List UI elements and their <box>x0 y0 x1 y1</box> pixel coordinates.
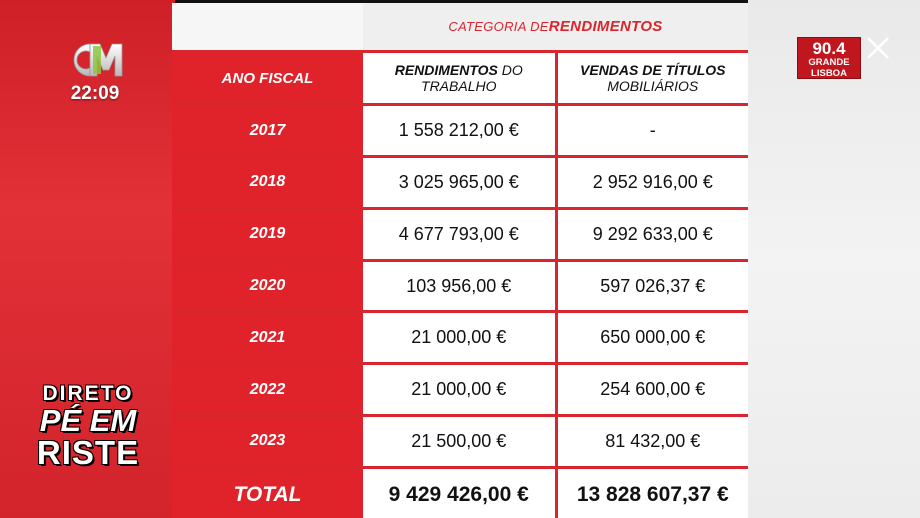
header-securities-bold: VENDAS DE TÍTULOS <box>580 62 726 79</box>
category-header <box>172 3 748 53</box>
clock: 22:09 <box>70 83 120 104</box>
category-title <box>363 3 748 50</box>
table-row <box>172 208 748 260</box>
show-live-label: DIRETO <box>42 382 134 405</box>
income-table <box>172 3 748 518</box>
close-icon <box>865 35 891 61</box>
row-year: 2017 <box>172 105 363 157</box>
total-securities-value: 13 828 607,37 € <box>556 467 748 518</box>
header-year: ANO FISCAL <box>172 53 363 105</box>
row-work-value: 1 558 212,00 € <box>363 105 556 157</box>
header-securities-light: MOBILIÁRIOS <box>607 78 699 95</box>
channel-logo <box>60 38 126 82</box>
table-row <box>172 416 748 468</box>
header-securities <box>556 53 748 105</box>
row-year: 2021 <box>172 312 363 364</box>
header-blank-cell <box>172 3 363 50</box>
row-year: 2020 <box>172 260 363 312</box>
total-row <box>172 467 748 518</box>
row-year: 2022 <box>172 364 363 416</box>
header-work-bold: RENDIMENTOS <box>394 62 498 79</box>
radio-frequency: 90.4 <box>812 39 846 58</box>
table-row <box>172 105 748 157</box>
show-title-line1: PÉ EM <box>39 403 137 438</box>
row-work-value: 21 000,00 € <box>363 312 556 364</box>
row-work-value: 103 956,00 € <box>363 260 556 312</box>
table-row <box>172 364 748 416</box>
radio-city-line2: LISBOA <box>811 67 847 79</box>
row-year: 2018 <box>172 157 363 209</box>
cm-logo-icon <box>60 38 126 82</box>
total-work-value: 9 429 426,00 € <box>363 467 556 518</box>
table-row <box>172 312 748 364</box>
row-securities-value: 254 600,00 € <box>556 364 748 416</box>
radio-city-line1: GRANDE <box>808 57 850 68</box>
close-button[interactable] <box>864 34 892 62</box>
income-data-table <box>172 53 748 518</box>
row-securities-value: 2 952 916,00 € <box>556 157 748 209</box>
table-row <box>172 260 748 312</box>
row-securities-value: - <box>556 105 748 157</box>
table-header-row <box>172 53 748 105</box>
header-work-income <box>363 53 556 105</box>
row-securities-value: 650 000,00 € <box>556 312 748 364</box>
row-work-value: 21 500,00 € <box>363 416 556 468</box>
row-year: 2019 <box>172 208 363 260</box>
total-label: TOTAL <box>172 467 363 518</box>
row-securities-value: 597 026,37 € <box>556 260 748 312</box>
category-main: RENDIMENTOS <box>548 18 663 35</box>
row-work-value: 3 025 965,00 € <box>363 157 556 209</box>
show-badge <box>38 380 138 508</box>
header-work-light: DO TRABALHO <box>421 62 523 95</box>
row-year: 2023 <box>172 416 363 468</box>
row-securities-value: 9 292 633,00 € <box>556 208 748 260</box>
radio-badge <box>797 37 861 79</box>
category-prefix: CATEGORIA DE <box>448 19 549 34</box>
row-work-value: 21 000,00 € <box>363 364 556 416</box>
row-work-value: 4 677 793,00 € <box>363 208 556 260</box>
table-row <box>172 157 748 209</box>
row-securities-value: 81 432,00 € <box>556 416 748 468</box>
show-title-line2: RISTE <box>36 434 140 471</box>
